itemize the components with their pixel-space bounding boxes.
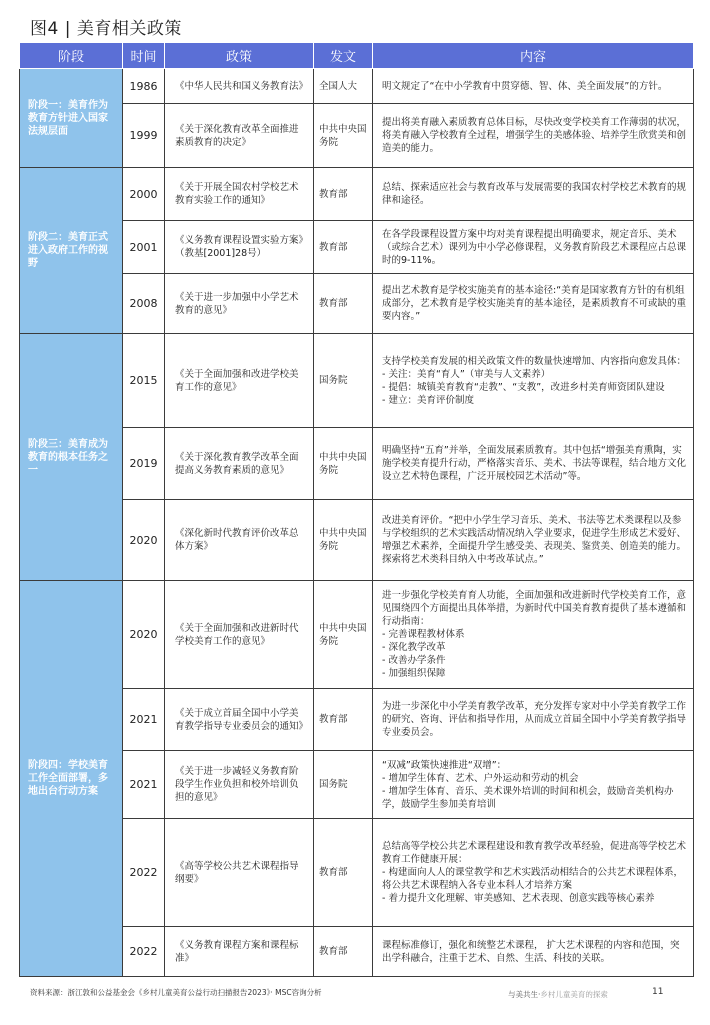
row-policy: 《关于进一步减轻义务教育阶段学生作业负担和校外培训负担的意见》: [165, 751, 314, 819]
row-policy: 《关于成立首届全国中小学美育教学指导专业委员会的通知》: [165, 689, 314, 751]
row-issuer: 国务院: [314, 751, 373, 819]
row-issuer: 教育部: [314, 274, 373, 334]
row-policy: 《关于开展全国农村学校艺术教育实验工作的通知》: [165, 168, 314, 221]
row-year: 2008: [123, 274, 165, 334]
row-content: 总结、探索适应社会与教育改革与发展需要的我国农村学校艺术教育的规律和途径。: [373, 168, 694, 221]
row-year: 1986: [123, 69, 165, 104]
row-year: 2022: [123, 927, 165, 977]
stage-1-label: 阶段一：美育作为教育方针进入国家法规层面: [20, 69, 123, 168]
table-row: [20, 581, 694, 689]
row-content: 课程标准修订，强化和统整艺术课程， 扩大艺术课程的内容和范围，突出学科融合，注重于艺术、自然、生活、科技的关联。: [373, 927, 694, 977]
row-policy: 《关于进一步加强中小学艺术教育的意见》: [165, 274, 314, 334]
row-policy: 《关于深化教育教学改革全面提高义务教育素质的意见》: [165, 428, 314, 500]
figure-title: 图4 | 美育相关政策: [30, 19, 182, 39]
header-stage: 阶段: [20, 43, 123, 69]
row-year: 2020: [123, 581, 165, 689]
row-year: 2019: [123, 428, 165, 500]
table-row: [20, 168, 694, 221]
row-policy: 《关于深化教育改革全面推进素质教育的决定》: [165, 104, 314, 168]
row-content: 进一步强化学校美育育人功能，全面加强和改进新时代学校美育工作，意见围绕四个方面提出具体举措，为新时代中国美育教育提供了基本遵循和行动指南： - 完善课程教材体系 - 深化教学改革 - 改善办学条件 - 加强组织保障: [373, 581, 694, 689]
row-policy: 《义务教育课程方案和课程标准》: [165, 927, 314, 977]
row-issuer: 中共中央国务院: [314, 104, 373, 168]
row-issuer: 教育部: [314, 819, 373, 927]
row-issuer: 教育部: [314, 689, 373, 751]
row-content: 明文规定了“在中小学教育中贯穿德、智、体、美全面发展”的方针。: [373, 69, 694, 104]
table-header-row: [20, 43, 694, 69]
row-year: 2021: [123, 751, 165, 819]
row-content: 改进美育评价。“把中小学生学习音乐、美术、书法等艺术类课程以及参与学校组织的艺术实践活动情况纳入学业要求，促进学生形成艺术爱好、增强艺术素养，全面提升学生感受美、表现美、鉴赏美、创造美的能力。探索将艺术类科目纳入中考改革试点。”: [373, 500, 694, 581]
table-row: [20, 69, 694, 104]
report-brand-main: 与美共生·: [508, 990, 541, 999]
row-policy: 《义务教育课程设置实验方案》（教基[2001]28号）: [165, 221, 314, 274]
row-year: 2000: [123, 168, 165, 221]
row-content: “双减”政策快速推进“双增”： - 增加学生体育、艺术、户外运动和劳动的机会 - 增加学生体育、音乐、美术课外培训的时间和机会，鼓励音美机构办学，鼓励学生参加美育培训: [373, 751, 694, 819]
policy-table: [19, 42, 694, 977]
row-content: 提出艺术教育是学校实施美育的基本途径:“美育是国家教育方针的有机组成部分，艺术教育是学校实施美育的基本途径，是素质教育不可或缺的重要内容。”: [373, 274, 694, 334]
row-policy: 《关于全面加强和改进学校美育工作的意见》: [165, 334, 314, 428]
row-content: 提出将美育融入素质教育总体目标，尽快改变学校美育工作薄弱的状况，将美育融入学校教育全过程，增强学生的美感体验、培养学生欣赏美和创造美的能力。: [373, 104, 694, 168]
row-issuer: 全国人大: [314, 69, 373, 104]
stage-3-label: 阶段三：美育成为教育的根本任务之一: [20, 334, 123, 581]
row-content: 在各学段课程设置方案中均对美育课程提出明确要求，规定音乐、美术（或综合艺术）课列为中小学必修课程，义务教育阶段艺术课程应占总课时的9-11%。: [373, 221, 694, 274]
row-content: 为进一步深化中小学美育教学改革，充分发挥专家对中小学美育教学工作的研究、咨询、评估和指导作用，从而成立首届全国中小学美育教学指导专业委员会。: [373, 689, 694, 751]
row-policy: 《中华人民共和国义务教育法》: [165, 69, 314, 104]
row-issuer: 教育部: [314, 168, 373, 221]
row-issuer: 国务院: [314, 334, 373, 428]
row-issuer: 中共中央国务院: [314, 581, 373, 689]
row-issuer: 教育部: [314, 927, 373, 977]
report-brand-sub: 乡村儿童美育的探索: [540, 990, 608, 999]
row-issuer: 中共中央国务院: [314, 428, 373, 500]
header-year: 时间: [123, 43, 165, 69]
stage-2-label: 阶段二：美育正式进入政府工作的视野: [20, 168, 123, 334]
row-policy: 《高等学校公共艺术课程指导纲要》: [165, 819, 314, 927]
row-issuer: 教育部: [314, 221, 373, 274]
header-policy: 政策: [165, 43, 314, 69]
source-note: 资料来源：浙江敦和公益基金会《乡村儿童美育公益行动扫描报告2023》· MSC咨询分析: [30, 988, 322, 997]
row-year: 2022: [123, 819, 165, 927]
report-brand: [508, 989, 608, 1000]
header-issuer: 发文: [314, 43, 373, 69]
row-year: 2001: [123, 221, 165, 274]
row-policy: 《关于全面加强和改进新时代学校美育工作的意见》: [165, 581, 314, 689]
row-year: 2015: [123, 334, 165, 428]
page-number: 11: [652, 987, 664, 997]
row-content: 支持学校美育发展的相关政策文件的数量快速增加、内容指向愈发具体： - 关注：美育“育人”（审美与人文素养） - 提倡：城镇美育教育“走教”、“支教”，改进乡村美育师资团队建设 - 建立：美育评价制度: [373, 334, 694, 428]
row-issuer: 中共中央国务院: [314, 500, 373, 581]
table-row: [20, 334, 694, 428]
header-content: 内容: [373, 43, 694, 69]
row-year: 1999: [123, 104, 165, 168]
row-content: 明确坚持“五育”并举，全面发展素质教育。其中包括“增强美育熏陶，实施学校美育提升行动，严格落实音乐、美术、书法等课程，结合地方文化设立艺术特色课程，广泛开展校园艺术活动”等。: [373, 428, 694, 500]
row-year: 2021: [123, 689, 165, 751]
stage-4-label: 阶段四：学校美育工作全面部署，多地出台行动方案: [20, 581, 123, 977]
row-year: 2020: [123, 500, 165, 581]
row-policy: 《深化新时代教育评价改革总体方案》: [165, 500, 314, 581]
row-content: 总结高等学校公共艺术课程建设和教育教学改革经验，促进高等学校艺术教育工作健康开展： - 构建面向人人的课堂教学和艺术实践活动相结合的公共艺术课程体系，将公共艺术课程纳入各专业本科人才培养方案 - 着力提升文化理解、审美感知、艺术表现、创意实践等核心素养: [373, 819, 694, 927]
